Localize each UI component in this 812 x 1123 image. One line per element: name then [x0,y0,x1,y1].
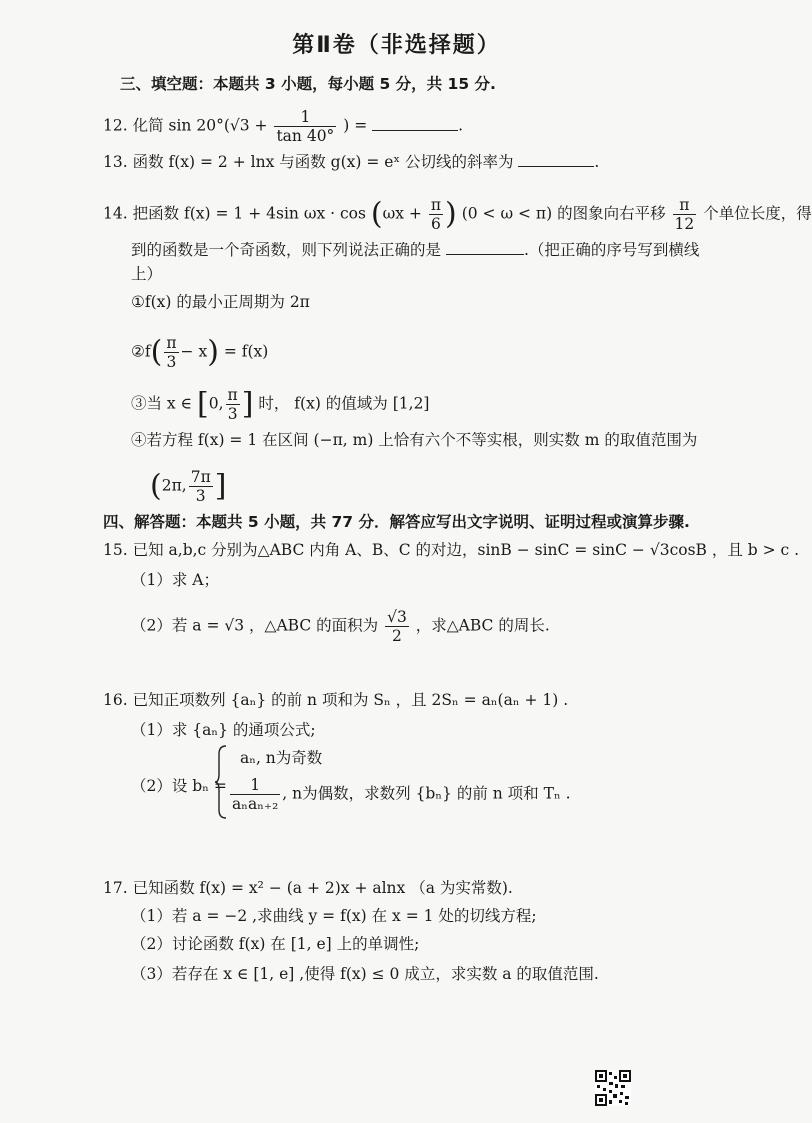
option-2 [131,334,268,371]
section4-header: 四、解答题：本题共 5 小题，共 77 分．解答应写出文字说明、证明过程或演算步骤. [103,513,690,531]
question-14-line2 [131,240,699,260]
question-text: ) = [343,116,368,135]
question-text: ，求△ABC 的周长. [415,616,550,635]
question-text: (0 < ω < π) 的图象向右平移 [461,204,666,223]
question-text: 化简 sin 20°(√3 + [132,116,268,135]
fraction-numerator: 1 [274,108,336,127]
fraction-denominator: 3 [227,405,238,423]
fraction-denominator: 3 [166,353,177,371]
fraction [385,608,409,645]
question-16-part2 [131,776,227,796]
question-17-part2: （2）讨论函数 f(x) 在 [1, e] 上的单调性; [131,935,420,953]
question-number: 17. [103,879,128,897]
question-15-part1: （1）求 A； [131,571,219,589]
answer-blank[interactable] [372,116,458,131]
fraction-denominator: tan 40° [276,127,335,145]
paren-close: ) [445,196,457,232]
question-text: 已知 a,b,c 分别为△ABC 内角 A、B、C 的对边，sinB − sinC = sinC − √3cosB ，且 b > c . [132,541,800,559]
question-17-part3: （3）若存在 x ∈ [1, e] ,使得 f(x) ≤ 0 成立，求实数 a 的取值范围. [131,965,599,983]
qr-code-icon [595,1070,631,1106]
section3-header: 三、填空题：本题共 3 小题，每小题 5 分，共 15 分. [120,75,496,93]
question-number: 13. [103,153,128,171]
case-even [228,776,571,813]
question-text: （2）若 a = √3 ，△ABC 的面积为 [131,616,379,635]
question-text: 函数 f(x) = 2 + lnx 与函数 g(x) = eˣ 公切线的斜率为 [132,153,514,171]
fraction [189,468,213,505]
fraction-numerator: 7π [190,468,211,486]
paren-open: ( [150,468,162,504]
question-13 [103,152,599,172]
question-text: , n为偶数 [282,784,349,803]
answer-blank[interactable] [446,240,524,255]
fraction-numerator: π [227,386,238,404]
bracket-close: ] [214,468,227,504]
fraction-denominator: 12 [674,215,695,233]
paren-open: ( [150,334,163,370]
curly-brace [214,744,228,820]
fraction-denominator: 6 [431,215,441,233]
question-text: ωx + [382,204,422,223]
question-15-part2 [131,608,550,645]
question-number: 12. [103,116,128,135]
option-text: = f(x) [223,342,269,361]
fraction [429,196,443,233]
question-text: ，求数列 {bₙ} 的前 n 项和 Tₙ . [348,784,571,803]
question-17-part1: （1）若 a = −2 ,求曲线 y = f(x) 在 x = 1 处的切线方程; [131,907,537,925]
page-title: 第Ⅱ卷（非选择题） [292,33,501,58]
question-text: （2）设 bₙ = [131,777,227,795]
fraction-denominator: 3 [195,487,206,505]
question-text: 把函数 f(x) = 1 + 4sin ωx · cos [132,204,366,223]
paren-close: ) [207,334,219,370]
question-number: 16. [103,691,128,709]
option-text: ②f [131,342,151,361]
period: . [458,116,464,135]
paren-open: ( [370,196,383,232]
option-text: − x [180,342,208,361]
question-text: 已知正项数列 {aₙ} 的前 n 项和为 Sₙ ，且 2Sₙ = aₙ(aₙ + 1) . [132,691,569,709]
fraction-numerator: π [673,196,697,215]
question-12 [103,108,463,145]
option-4: ④若方程 f(x) = 1 在区间 (−π, m) 上恰有六个不等实根，则实数 m 的取值范围为 [131,431,698,449]
question-number: 14. [103,204,128,223]
question-16-part1: （1）求 {aₙ} 的通项公式; [131,721,316,739]
fraction [164,334,178,371]
option-4-range [150,468,226,505]
fraction [226,386,240,423]
question-text: 到的函数是一个奇函数，则下列说法正确的是 [131,241,442,259]
fraction [230,776,280,813]
fraction [673,196,697,233]
question-text: 个单位长度，得 [703,204,812,223]
question-17 [103,878,513,898]
option-text: ③当 x ∈ [131,394,193,413]
question-number: 15. [103,541,128,559]
fraction-denominator: aₙaₙ₊₂ [232,795,279,813]
fraction-numerator: 1 [230,776,280,795]
option-text: 2π, [161,476,187,495]
fraction-denominator: 2 [392,627,402,645]
fraction-numerator: π [166,334,177,352]
question-15 [103,540,799,560]
case-odd: aₙ, n为奇数 [240,749,323,767]
option-text: 时， f(x) 的值域为 [1,2] [258,394,430,413]
answer-blank[interactable] [518,152,594,167]
bracket-close: ] [241,386,254,422]
option-text: 0, [208,394,224,413]
option-1: ①f(x) 的最小正周期为 2π [131,293,310,311]
question-14 [103,196,812,233]
bracket-open: [ [197,386,209,422]
question-16 [103,690,568,710]
question-text: 已知函数 f(x) = x² − (a + 2)x + alnx （a 为实常数). [132,879,513,897]
fraction [274,108,336,145]
question-14-line3: 上） [131,265,163,283]
period: . [594,153,600,171]
question-text: .（把正确的序号写到横线 [523,241,700,259]
fraction-numerator: π [430,196,442,214]
fraction-numerator: √3 [387,608,407,626]
option-3 [131,386,429,423]
